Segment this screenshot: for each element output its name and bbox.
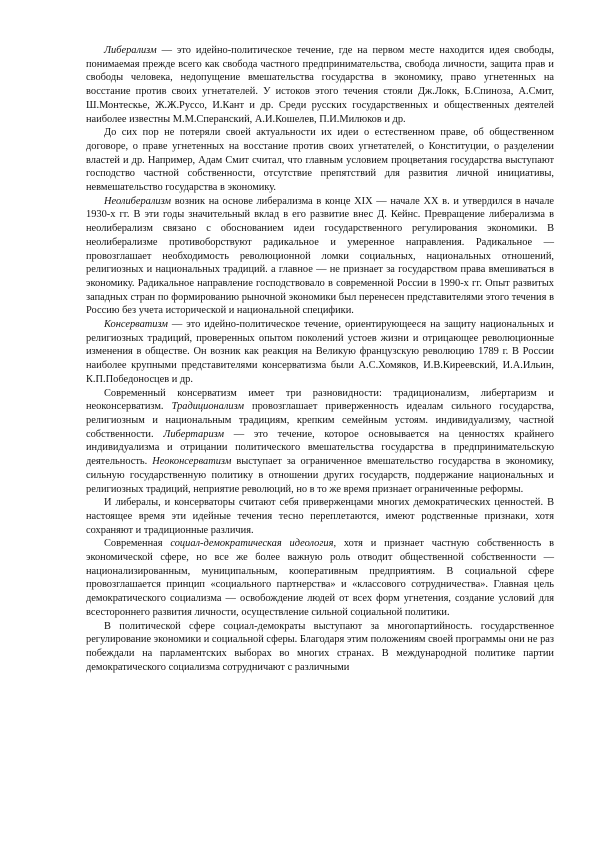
text-run: выступает за ограниченное вмешательство государства в экономику, сильную государственную политику в отношении других государств, поддержание национальных и религиозных традиций, неприятие революций, но в то же время признает ограниченные реформы. — [86, 456, 554, 495]
text-run: — это течение, которое основывается на ценностях крайнего индивидуализма и отрицании политического вмешательства государства в предпринимательскую деятельность. — [86, 428, 554, 468]
paragraph-4 — [86, 318, 554, 387]
italic-term: Либертаризм — [163, 428, 225, 440]
text-run: — это идейно-политическое течение, где на первом месте находится идея свободы, понимаемая прежде всего как свобода частного предпринимательства, свобода личности, защита прав и свободы человека, недопущение вмешательства государства в экономику, право угнетенных на восстание против своих угнетателей. У истоков этого течения стояли Дж.Локк, Б.Спиноза, А.Смит, Ш.Монтескье, Ж.Ж.Руссо, И.Кант и др. Среди русских государственных и общественных деятелей наиболее известны М.М.Сперанский, А.И.Кошелев, П.И.Милюков и др. — [86, 45, 554, 125]
paragraph-8 — [86, 620, 554, 675]
paragraph-1 — [86, 44, 554, 126]
text-run: провозглашает приверженность идеалам сильного государства, религиозным и национальным традициям, крепким семейным устоям. индивидуализму, частной собственности. — [86, 401, 554, 440]
text-run: Современный консерватизм имеет три разновидности: традиционализм, либертаризм и неоконсерватизм. — [86, 387, 554, 413]
italic-term: Традиционализм — [171, 401, 245, 413]
paragraph-7 — [86, 537, 554, 619]
italic-term: социал-демократическая идеология, — [170, 538, 337, 550]
italic-term: Неоконсерватизм — [152, 456, 232, 468]
document-page — [86, 44, 554, 674]
paragraph-5 — [86, 387, 554, 497]
text-run: До сих пор не потеряли своей актуальности их идеи о естественном праве, об общественном договоре, о праве угнетенных на восстание против своих угнетателей, о Конституции, о разделении властей и др. Например, Адам Смит считал, что главным условием процветания государства выступают господство частной собственности, отсутствие препятствий для развития личной инициативы, невмешательство государства в экономику. — [86, 127, 554, 194]
text-run: — это идейно-политическое течение, ориентирующееся на защиту национальных и религиозных традиций, проверенных опытом поколений устоев жизни и отрицающее революционные изменения в обществе. Он возник как реакция на Великую французскую революцию 1789 г. В России наиболее крупными представителями консерватизма были А.С.Хомяков, И.В.Киреевский, И.А.Ильин, К.П.Победоносцев и др. — [86, 319, 554, 385]
italic-term: Консерватизм — [104, 319, 168, 331]
text-run: Современная — [104, 538, 171, 550]
paragraph-3 — [86, 195, 554, 318]
italic-term: Неолиберализм — [104, 195, 172, 207]
paragraph-2 — [86, 126, 554, 195]
text-run: В политической сфере социал-демократы выступают за многопартийность. государственное регулирование экономики и социальной сферы. Благодаря этим положениям своей программы они не раз побеждали на парламентских выборах во многих странах. В международной политике партии демократического социализма сотрудничают с различными — [86, 620, 554, 673]
text-run: И либералы, и консерваторы считают себя приверженцами многих демократических ценностей. В настоящее время эти идейные течения тесно переплетаются, имеют родственные признаки, хотя сохраняют и традиционные различия. — [86, 497, 554, 536]
text-run: хотя и признает частную собственность в экономической сфере, но все же более важную роль отводит общественной собственности — национализированным, муниципальным, кооперативным предприятиям. В социальной сфере провозглашается принцип «социального партнерства» и «классового сотрудничества». Главная цель демократического социализма — освобождение людей от всех форм угнетения, создание условий для всестороннего развития личности, осуществление сильной социальной политики. — [86, 538, 554, 618]
text-run: возник на основе либерализма в конце XIX — начале XX в. и утвердился в начале 1930-х гг. В эти годы значительный вклад в его развитие внес Д. Кейнс. Превращение либерализма в неолиберализм связано с обоснованием идеи государственного регулирования экономики. В неолиберализме противоборствуют радикальное и умеренное направления. Радикальное — провозглашает необходимость революционной ломки социальных, национальных отношений, религиозных и национальных традиций. а главное — не признает за государством права вмешиваться в экономику. Радикальное направление господствовало в современной России в 1990-х гг. Опыт развитых западных стран по формированию рыночной экономики был перенесен представителями этого течения в Россию без учета исторической и национальной специфики. — [86, 195, 554, 317]
italic-term: Либерализм — [104, 45, 157, 56]
paragraph-6 — [86, 496, 554, 537]
